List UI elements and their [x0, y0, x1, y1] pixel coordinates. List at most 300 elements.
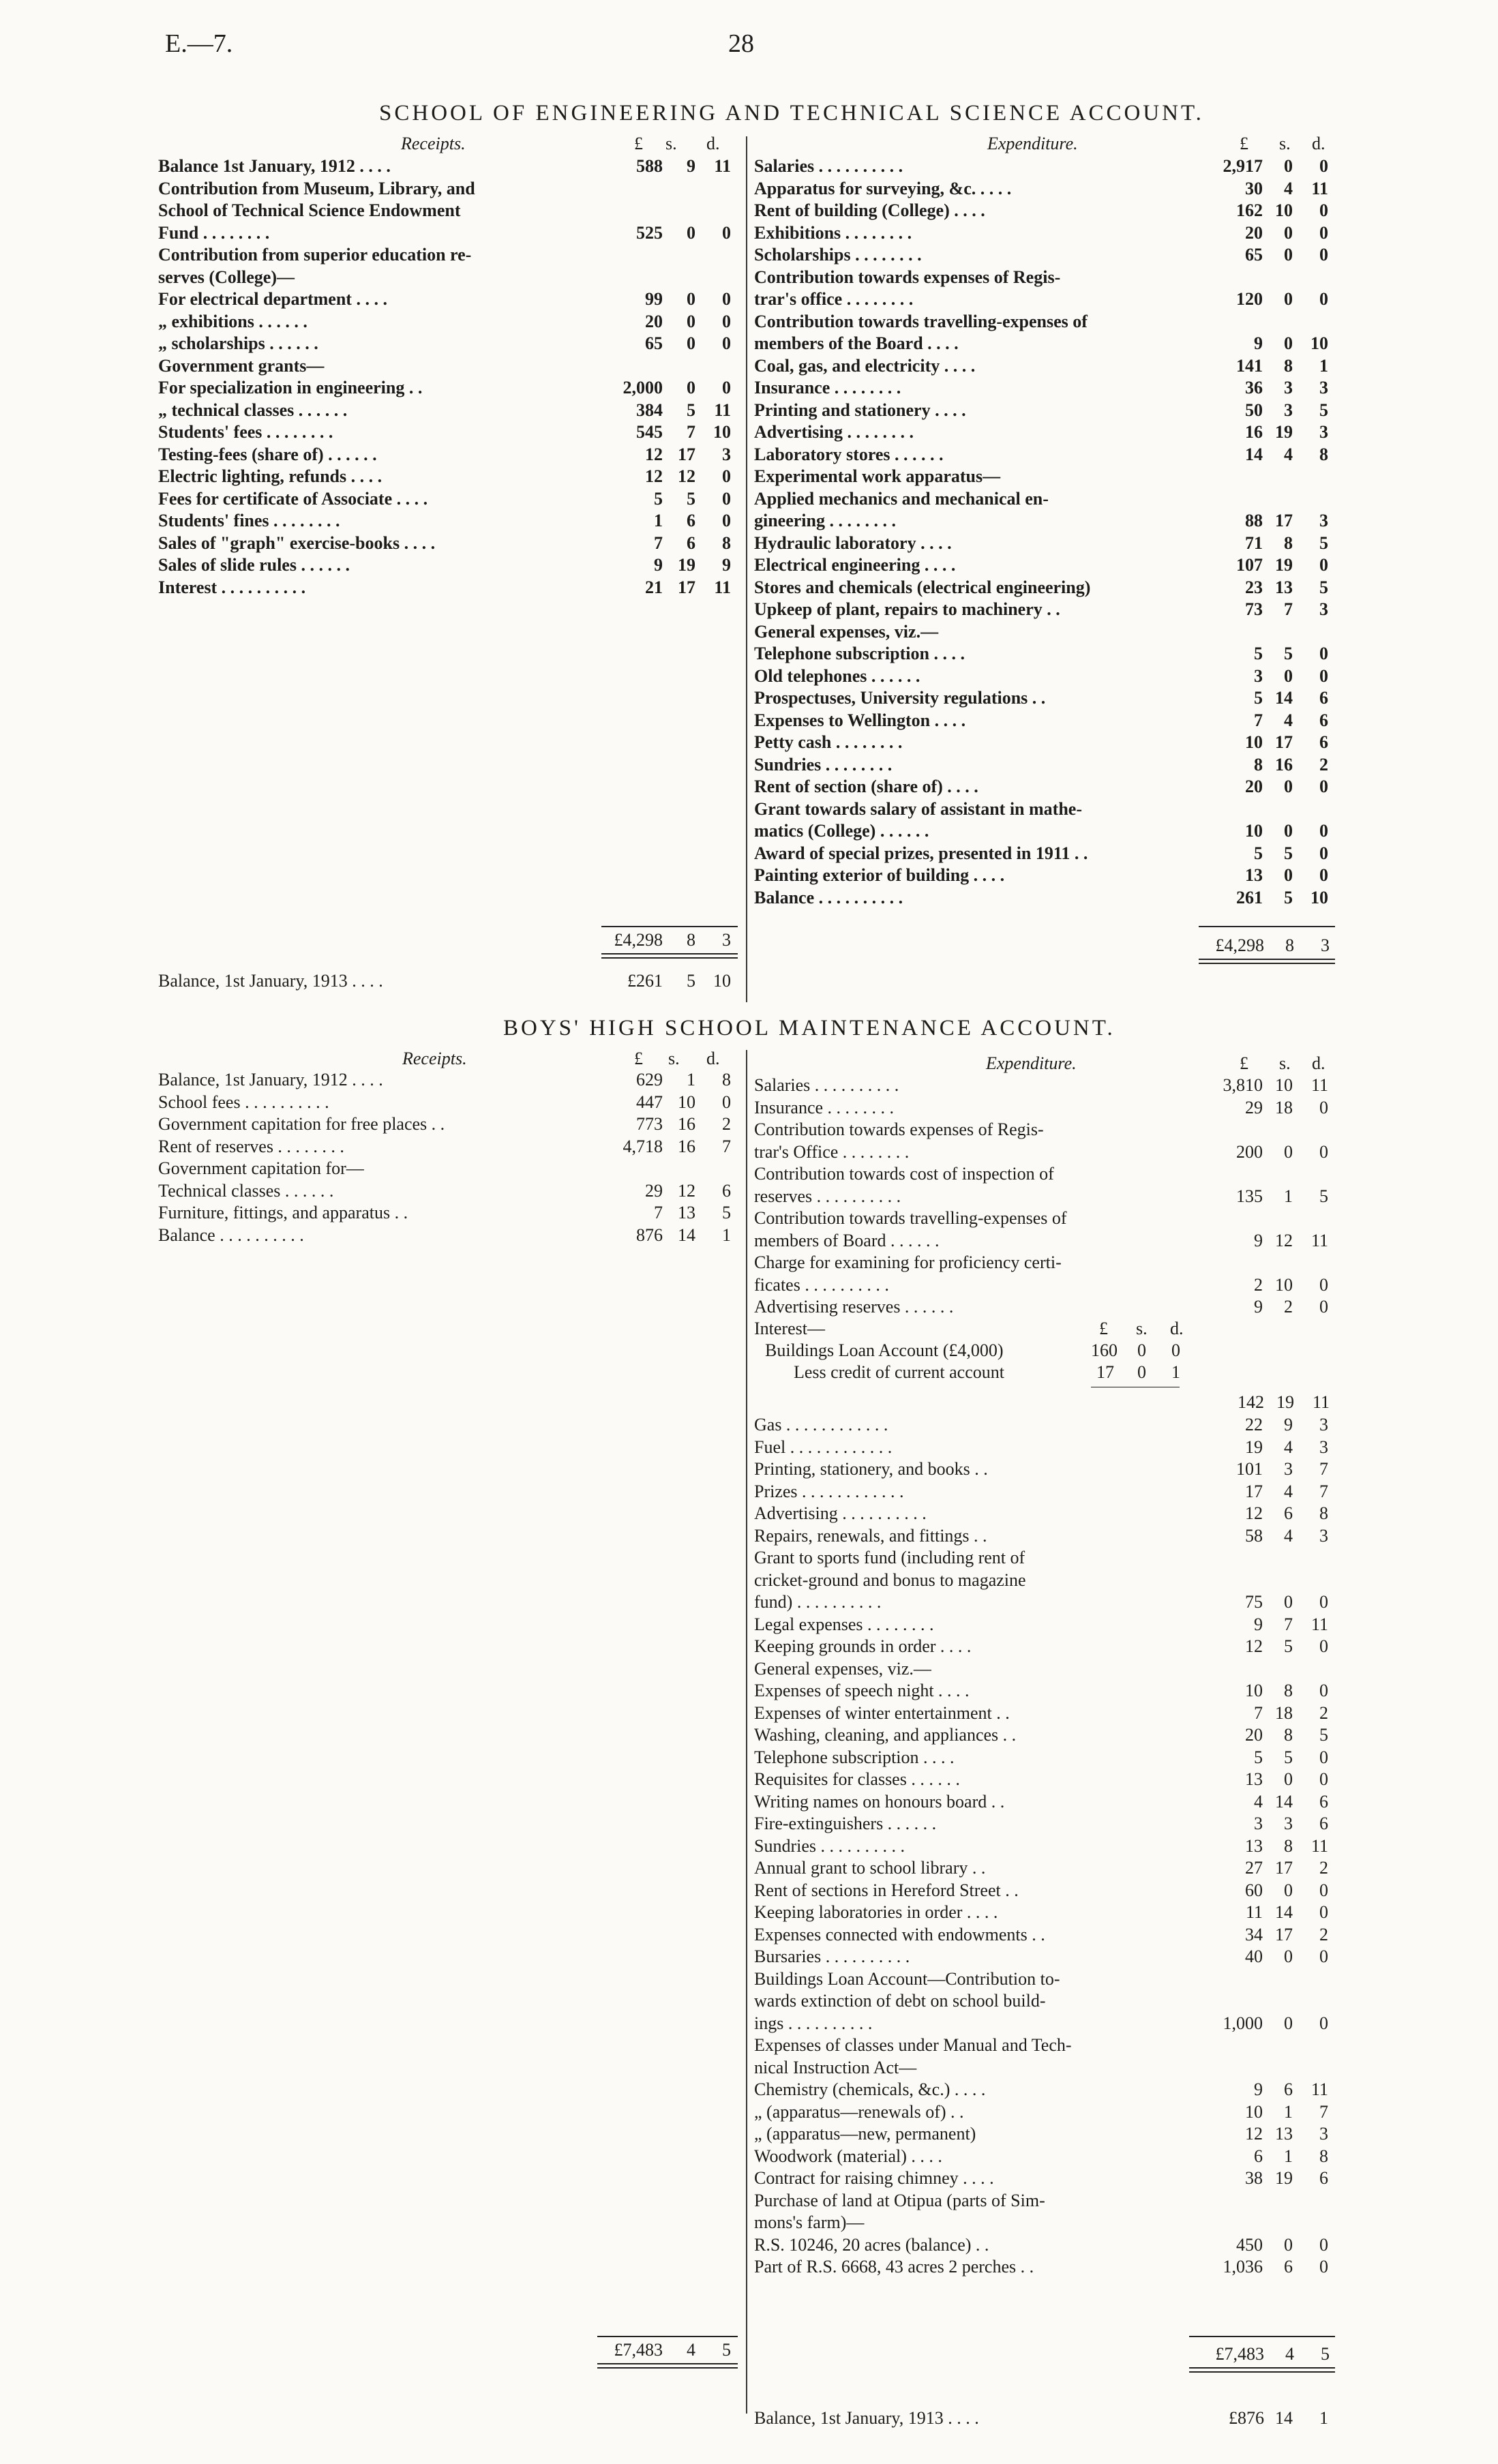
amount-shillings: 5 — [1284, 1636, 1293, 1656]
entry-label: Writing names on honours board . . — [754, 1791, 1005, 1812]
entry-label: Coal, gas, and electricity . . . . — [754, 355, 976, 376]
entry-label: Contribution towards travelling-expenses of — [754, 311, 1088, 331]
amount-pence: 3 — [1319, 511, 1328, 530]
amount-shillings: 3 — [1284, 378, 1293, 397]
amount-shillings: 18 — [1275, 1702, 1293, 1723]
amount-pence: 6 — [1319, 710, 1328, 730]
amount-pence: 1 — [722, 1225, 731, 1245]
entry-label: Applied mechanics and mechanical en- — [754, 488, 1049, 509]
amount-pence: 8 — [722, 532, 731, 553]
col-pounds: £ — [634, 134, 643, 153]
receipt-row — [158, 178, 738, 200]
expenditure-row — [754, 1186, 1334, 1208]
expenditure-row — [754, 1569, 1334, 1592]
amount-shillings: 0 — [1284, 1947, 1293, 1966]
entry-label: Part of R.S. 6668, 43 acres 2 perches . . — [754, 2257, 1034, 2277]
expenditure-row — [754, 2034, 1334, 2057]
amount-pence: 3 — [1319, 378, 1328, 397]
entry-label: Testing-fees (share of) . . . . . . — [158, 444, 377, 464]
amount-pence: 2 — [1319, 1858, 1328, 1878]
engineering-receipts-list — [158, 155, 738, 599]
expenditure-row — [754, 887, 1334, 910]
entry-label: Expenses to Wellington . . . . — [754, 710, 966, 730]
entry-label: Contribution towards travelling-expenses of — [754, 1208, 1067, 1228]
expenditure-row — [754, 1503, 1334, 1525]
expenditure-row — [754, 599, 1334, 621]
expenditure-row — [754, 1658, 1334, 1681]
expenditure-row — [754, 732, 1334, 754]
engineering-receipts-heading: Receipts. — [401, 134, 466, 153]
amount-pence: 0 — [1319, 200, 1328, 220]
amount-shillings: 13 — [1275, 577, 1293, 597]
amount-pence: 5 — [1319, 1725, 1328, 1745]
entry-label: Interest . . . . . . . . . . — [158, 577, 306, 597]
entry-label: Fire-extinguishers . . . . . . — [754, 1814, 937, 1833]
expenditure-row — [754, 244, 1334, 267]
amount-pounds: 20 — [1245, 1725, 1263, 1745]
entry-label: R.S. 10246, 20 acres (balance) . . — [754, 2234, 989, 2255]
entry-label: Electric lighting, refunds . . . . — [158, 466, 383, 486]
boys-receipts-heading: Receipts. — [402, 1049, 467, 1068]
amount-pence: 6 — [1319, 1814, 1328, 1833]
amount-pounds: 101 — [1236, 1459, 1263, 1479]
amount-shillings: 14 — [1275, 688, 1293, 708]
expenditure-row — [754, 2146, 1334, 2168]
amount-shillings: 10 — [1275, 1274, 1293, 1295]
expenditure-row — [754, 267, 1334, 289]
expenditure-row — [754, 554, 1334, 577]
amount-shillings: 16 — [678, 1114, 695, 1134]
boys-expenditure-list-continued — [754, 1414, 1334, 2279]
amount-pence: 0 — [1319, 245, 1328, 265]
entry-label: Balance, 1st January, 1912 . . . . — [158, 1070, 383, 1090]
amount-shillings: 1 — [687, 1070, 695, 1090]
expenditure-row — [754, 288, 1334, 311]
amount-pence: 3 — [1319, 1437, 1328, 1457]
amount-pounds: 65 — [645, 333, 663, 353]
amount-pence: 7 — [1319, 1459, 1328, 1479]
amount-pence: 6 — [1319, 732, 1328, 752]
entry-label: cricket-ground and bonus to magazine — [754, 1569, 1026, 1590]
amount-shillings: 4 — [1284, 178, 1293, 198]
amount-pence: 3 — [1319, 599, 1328, 619]
amount-shillings: 7 — [1284, 1614, 1293, 1634]
amount-shillings: 10 — [1275, 1075, 1293, 1095]
engineering-expenditure-total: £4,298 8 3 — [1215, 935, 1330, 955]
rule — [601, 926, 738, 927]
amount-pounds: 384 — [636, 400, 663, 420]
expenditure-row — [754, 754, 1334, 777]
expenditure-row — [754, 1680, 1334, 1702]
amount-pence: 3 — [1319, 1525, 1328, 1546]
rule — [1199, 926, 1335, 927]
entry-label: Expenses of classes under Manual and Tech- — [754, 2035, 1072, 2055]
entry-label: General expenses, viz.— — [754, 621, 939, 642]
expenditure-row — [754, 1924, 1334, 1947]
amount-shillings: 0 — [1284, 333, 1293, 353]
amount-pence: 0 — [722, 311, 731, 331]
amount-pence: 11 — [1310, 1075, 1328, 1095]
amount-shillings: 4 — [1284, 1525, 1293, 1546]
expenditure-row — [754, 1547, 1334, 1569]
expenditure-row — [754, 2057, 1334, 2079]
amount-shillings: 5 — [1284, 843, 1293, 863]
receipt-row — [158, 577, 738, 599]
amount-pounds: 12 — [645, 466, 663, 486]
boys-receipts-col-heads: £ s. d. — [634, 1049, 720, 1068]
expenditure-row — [754, 1614, 1334, 1636]
amount-shillings: 6 — [1284, 2079, 1293, 2099]
amount-pounds: 5 — [1254, 843, 1263, 863]
expenditure-row — [754, 1880, 1334, 1902]
double-rule — [601, 953, 738, 959]
receipt-row — [158, 532, 738, 555]
page-number: 28 — [728, 29, 754, 58]
amount-pence: 0 — [722, 488, 731, 509]
entry-label: Annual grant to school library . . — [754, 1858, 986, 1878]
amount-pounds: 29 — [1245, 1097, 1263, 1117]
amount-shillings: 0 — [1284, 777, 1293, 796]
amount-pounds: 22 — [1245, 1415, 1263, 1434]
expenditure-row — [754, 1525, 1334, 1548]
amount-pence: 6 — [722, 1180, 731, 1201]
amount-pounds: 30 — [1245, 178, 1263, 198]
expenditure-row — [754, 1636, 1334, 1658]
entry-label: Keeping grounds in order . . . . — [754, 1636, 972, 1656]
entry-label: Telephone subscription . . . . — [754, 1747, 955, 1767]
amount-pounds: 58 — [1245, 1525, 1263, 1546]
entry-label: Telephone subscription . . . . — [754, 644, 965, 663]
amount-shillings: 0 — [687, 311, 695, 331]
entry-label: Sales of slide rules . . . . . . — [158, 555, 350, 575]
amount-pounds: 13 — [1245, 1835, 1263, 1856]
amount-pence: 11 — [1310, 1614, 1328, 1634]
expenditure-row — [754, 311, 1334, 333]
amount-pence: 0 — [1319, 289, 1328, 309]
amount-shillings: 0 — [687, 333, 695, 353]
amount-shillings: 0 — [687, 222, 695, 243]
amount-shillings: 8 — [1284, 1725, 1293, 1745]
expenditure-row — [754, 1902, 1334, 1924]
amount-pence: 7 — [1319, 1481, 1328, 1501]
expenditure-row — [754, 643, 1334, 665]
amount-pence: 0 — [1319, 821, 1328, 841]
amount-shillings: 0 — [1284, 2013, 1293, 2033]
amount-shillings: 13 — [1275, 2124, 1293, 2144]
entry-label: Printing and stationery . . . . — [754, 400, 966, 420]
receipt-row — [158, 1202, 738, 1225]
amount-pounds: 11 — [1245, 1902, 1263, 1922]
amount-pence: 0 — [1319, 1636, 1328, 1656]
entry-label: matics (College) . . . . . . — [754, 821, 929, 841]
amount-shillings: 4 — [1284, 444, 1293, 464]
amount-shillings: 5 — [1284, 887, 1293, 907]
amount-pounds: 10 — [1245, 2101, 1263, 2122]
amount-shillings: 0 — [1284, 865, 1293, 885]
entry-label: Requisites for classes . . . . . . — [754, 1769, 960, 1789]
engineering-receipts-total: £4,298 8 3 — [614, 930, 731, 950]
amount-pence: 1 — [1319, 355, 1328, 376]
engineering-account-title: SCHOOL OF ENGINEERING AND TECHNICAL SCIENCE ACCOUNT. — [379, 101, 1204, 125]
amount-shillings: 12 — [678, 466, 695, 486]
receipt-row — [158, 488, 738, 511]
expenditure-row — [754, 687, 1334, 710]
amount-pounds: 588 — [636, 156, 663, 176]
amount-pounds: 12 — [1245, 1636, 1263, 1656]
entry-label: Rent of building (College) . . . . — [754, 200, 985, 220]
amount-pence: 0 — [1319, 1769, 1328, 1789]
amount-shillings: 10 — [1275, 200, 1293, 220]
boys-receipts-total: £7,483 4 5 — [614, 2340, 731, 2360]
amount-pounds: 120 — [1236, 289, 1263, 309]
expenditure-row — [754, 2013, 1334, 2035]
amount-shillings: 17 — [1275, 511, 1293, 530]
expenditure-row — [754, 798, 1334, 821]
amount-shillings: 0 — [687, 289, 695, 309]
amount-shillings: 0 — [687, 378, 695, 397]
amount-shillings: 6 — [1284, 1503, 1293, 1523]
amount-shillings: 17 — [1275, 1924, 1293, 1944]
double-rule — [597, 2363, 738, 2369]
entry-label: Contribution from superior education re- — [158, 245, 472, 265]
expenditure-row — [754, 1968, 1334, 1991]
boys-receipts-list — [158, 1069, 738, 1246]
amount-shillings: 6 — [1284, 2257, 1293, 2277]
amount-shillings: 17 — [1275, 1858, 1293, 1878]
amount-shillings: 17 — [678, 444, 695, 464]
amount-pounds: 7 — [654, 532, 663, 553]
amount-pence: 0 — [722, 1092, 731, 1112]
amount-pence: 11 — [714, 156, 731, 176]
expenditure-row — [754, 1163, 1334, 1186]
amount-pounds: 2,917 — [1223, 156, 1263, 176]
expenditure-row — [754, 1252, 1334, 1274]
entry-label: nical Instruction Act— — [754, 2057, 917, 2077]
entry-label: „ scholarships . . . . . . — [158, 333, 318, 353]
amount-shillings: 16 — [678, 1136, 695, 1156]
receipt-row — [158, 355, 738, 378]
amount-pounds: 450 — [1236, 2234, 1263, 2255]
amount-shillings: 7 — [1284, 599, 1293, 619]
amount-shillings: 18 — [1275, 1097, 1293, 1117]
expenditure-row — [754, 1591, 1334, 1614]
amount-pounds: 40 — [1245, 1947, 1263, 1966]
entry-label: Government capitation for free places . . — [158, 1114, 445, 1134]
amount-pounds: 9 — [1254, 1297, 1263, 1317]
amount-pounds: 629 — [636, 1070, 663, 1090]
entry-label: Contribution from Museum, Library, and — [158, 178, 475, 198]
amount-shillings: 19 — [1275, 2168, 1293, 2188]
amount-shillings: 5 — [1284, 1747, 1293, 1767]
expenditure-row — [754, 1724, 1334, 1747]
amount-pence: 7 — [1319, 2101, 1328, 2122]
boys-expenditure-col-heads: £ s. d. — [1240, 1053, 1325, 1073]
amount-shillings: 19 — [1275, 555, 1293, 575]
amount-pence: 3 — [722, 444, 731, 464]
amount-pounds: 16 — [1245, 422, 1263, 442]
entry-label: Grant towards salary of assistant in mathe- — [754, 798, 1082, 819]
entry-label: „ exhibitions . . . . . . — [158, 311, 308, 331]
amount-shillings: 9 — [687, 156, 695, 176]
amount-pence: 8 — [1319, 2146, 1328, 2166]
amount-pence: 0 — [1319, 1274, 1328, 1295]
entry-label: Charge for examining for proficiency certi- — [754, 1252, 1062, 1272]
amount-pounds: 3,810 — [1223, 1075, 1263, 1095]
amount-pence: 0 — [1319, 1902, 1328, 1922]
boys-account-title: BOYS' HIGH SCHOOL MAINTENANCE ACCOUNT. — [503, 1016, 1115, 1040]
entry-label: Prospectuses, University regulations . . — [754, 688, 1046, 708]
amount-pence: 0 — [1319, 2257, 1328, 2277]
expenditure-row — [754, 2212, 1334, 2234]
amount-pounds: 2,000 — [623, 378, 663, 397]
amount-shillings: 6 — [687, 532, 695, 553]
amount-shillings: 17 — [678, 577, 695, 597]
amount-pounds: 10 — [1245, 821, 1263, 841]
amount-shillings: 12 — [1275, 1230, 1293, 1250]
amount-shillings: 19 — [1275, 422, 1293, 442]
receipt-row — [158, 1136, 738, 1158]
amount-pounds: 3 — [1254, 1814, 1263, 1833]
expenditure-row — [754, 1097, 1334, 1120]
expenditure-row — [754, 2190, 1334, 2212]
amount-pounds: 88 — [1245, 511, 1263, 530]
amount-pence: 2 — [1319, 1702, 1328, 1723]
expenditure-row — [754, 665, 1334, 688]
amount-pence: 9 — [722, 555, 731, 575]
amount-pence: 5 — [1319, 532, 1328, 553]
boys-closing-balance: Balance, 1st January, 1913 . . . . £876 14 1 — [754, 2408, 1328, 2428]
entry-label: Expenses of speech night . . . . — [754, 1681, 970, 1700]
entry-label: „ technical classes . . . . . . — [158, 400, 348, 420]
amount-pence: 0 — [722, 466, 731, 486]
expenditure-row — [754, 1990, 1334, 2013]
entry-label: trar's office . . . . . . . . — [754, 289, 914, 309]
amount-pence: 5 — [1319, 1186, 1328, 1206]
amount-pounds: 773 — [636, 1114, 663, 1134]
amount-pounds: 13 — [1245, 1769, 1263, 1789]
entry-label: Laboratory stores . . . . . . — [754, 444, 944, 464]
amount-pounds: 71 — [1245, 532, 1263, 553]
entry-label: Electrical engineering . . . . — [754, 555, 956, 575]
expenditure-row — [754, 222, 1334, 245]
engineering-expenditure-col-heads: £ s. d. — [1240, 134, 1325, 153]
amount-shillings: 8 — [1284, 1681, 1293, 1700]
amount-pounds: 12 — [1245, 2124, 1263, 2144]
amount-pounds: 10 — [1245, 1681, 1263, 1700]
expenditure-row — [754, 1075, 1334, 1097]
interest-block: Interest— £ s. d. Buildings Loan Account (£4,000) 160 0 0 Less credit of current account 17 0 1 — [754, 1319, 1184, 1382]
amount-pounds: 162 — [1236, 200, 1263, 220]
amount-shillings: 2 — [1284, 1297, 1293, 1317]
amount-pounds: 23 — [1245, 577, 1263, 597]
amount-pounds: 60 — [1245, 1880, 1263, 1900]
amount-pounds: 447 — [636, 1092, 663, 1112]
col-shillings: s. — [665, 134, 677, 153]
entry-label: Advertising . . . . . . . . — [754, 422, 914, 442]
expenditure-row — [754, 1437, 1334, 1459]
boys-expenditure-heading: Expenditure. — [986, 1053, 1077, 1073]
amount-pence: 0 — [1319, 1747, 1328, 1767]
entry-label: Woodwork (material) . . . . — [754, 2146, 942, 2166]
receipt-row — [158, 554, 738, 577]
amount-pounds: 99 — [645, 289, 663, 309]
expenditure-row — [754, 1813, 1334, 1835]
entry-label: Sales of "graph" exercise-books . . . . — [158, 532, 436, 553]
amount-pounds: 65 — [1245, 245, 1263, 265]
amount-shillings: 0 — [1284, 156, 1293, 176]
amount-shillings: 5 — [1284, 644, 1293, 663]
entry-label: Buildings Loan Account—Contribution to- — [754, 1968, 1060, 1989]
receipt-row — [158, 267, 738, 289]
entry-label: ings . . . . . . . . . . — [754, 2013, 873, 2033]
amount-pounds: 9 — [1254, 333, 1263, 353]
amount-pence: 5 — [1319, 577, 1328, 597]
rule — [1189, 2336, 1335, 2337]
amount-pounds: 34 — [1245, 1924, 1263, 1944]
amount-pence: 8 — [722, 1070, 731, 1090]
entry-label: ficates . . . . . . . . . . — [754, 1274, 889, 1295]
amount-pence: 0 — [1319, 777, 1328, 796]
amount-pounds: 75 — [1245, 1592, 1263, 1612]
amount-pounds: 9 — [1254, 2079, 1263, 2099]
amount-pounds: 10 — [1245, 732, 1263, 752]
entry-label: Insurance . . . . . . . . — [754, 378, 901, 397]
amount-pounds: 4,718 — [623, 1136, 663, 1156]
amount-shillings: 0 — [1284, 1592, 1293, 1612]
entry-label: Award of special prizes, presented in 1911 . . — [754, 843, 1088, 863]
double-rule — [1199, 959, 1335, 964]
entry-label: Washing, cleaning, and appliances . . — [754, 1725, 1017, 1745]
amount-pounds: 20 — [1245, 222, 1263, 243]
amount-pence: 11 — [714, 400, 731, 420]
center-rule — [746, 1050, 747, 2414]
amount-shillings: 1 — [1284, 2146, 1293, 2166]
entry-label: wards extinction of debt on school build- — [754, 1991, 1046, 2011]
expenditure-row — [754, 1702, 1334, 1725]
amount-pence: 0 — [1319, 1947, 1328, 1966]
amount-shillings: 1 — [1284, 2101, 1293, 2122]
amount-pounds: 50 — [1245, 400, 1263, 420]
expenditure-row — [754, 577, 1334, 599]
entry-label: School of Technical Science Endowment — [158, 200, 461, 220]
entry-label: Balance . . . . . . . . . . — [158, 1225, 304, 1245]
amount-pounds: 7 — [654, 1203, 663, 1222]
entry-label: members of the Board . . . . — [754, 333, 959, 353]
amount-pence: 10 — [1310, 887, 1328, 907]
amount-shillings: 14 — [1275, 1902, 1293, 1922]
entry-label: School fees . . . . . . . . . . — [158, 1092, 329, 1112]
entry-label: trar's Office . . . . . . . . — [754, 1141, 910, 1162]
amount-pounds: 876 — [636, 1225, 663, 1245]
expenditure-row — [754, 865, 1334, 887]
receipt-row — [158, 311, 738, 333]
amount-shillings: 0 — [1284, 821, 1293, 841]
amount-pence: 0 — [1319, 843, 1328, 863]
entry-label: Scholarships . . . . . . . . — [754, 245, 922, 265]
amount-pence: 2 — [722, 1114, 731, 1134]
entry-label: Upkeep of plant, repairs to machinery . . — [754, 599, 1060, 619]
entry-label: reserves . . . . . . . . . . — [754, 1186, 901, 1206]
amount-pence: 10 — [1310, 333, 1328, 353]
expenditure-row — [754, 1747, 1334, 1769]
amount-shillings: 3 — [1284, 1814, 1293, 1833]
amount-shillings: 14 — [678, 1225, 695, 1245]
amount-shillings: 14 — [1275, 1791, 1293, 1812]
entry-label: fund) . . . . . . . . . . — [754, 1592, 882, 1612]
expenditure-row — [754, 2123, 1334, 2146]
entry-label: Rent of sections in Hereford Street . . — [754, 1880, 1019, 1900]
amount-pence: 2 — [1319, 1924, 1328, 1944]
